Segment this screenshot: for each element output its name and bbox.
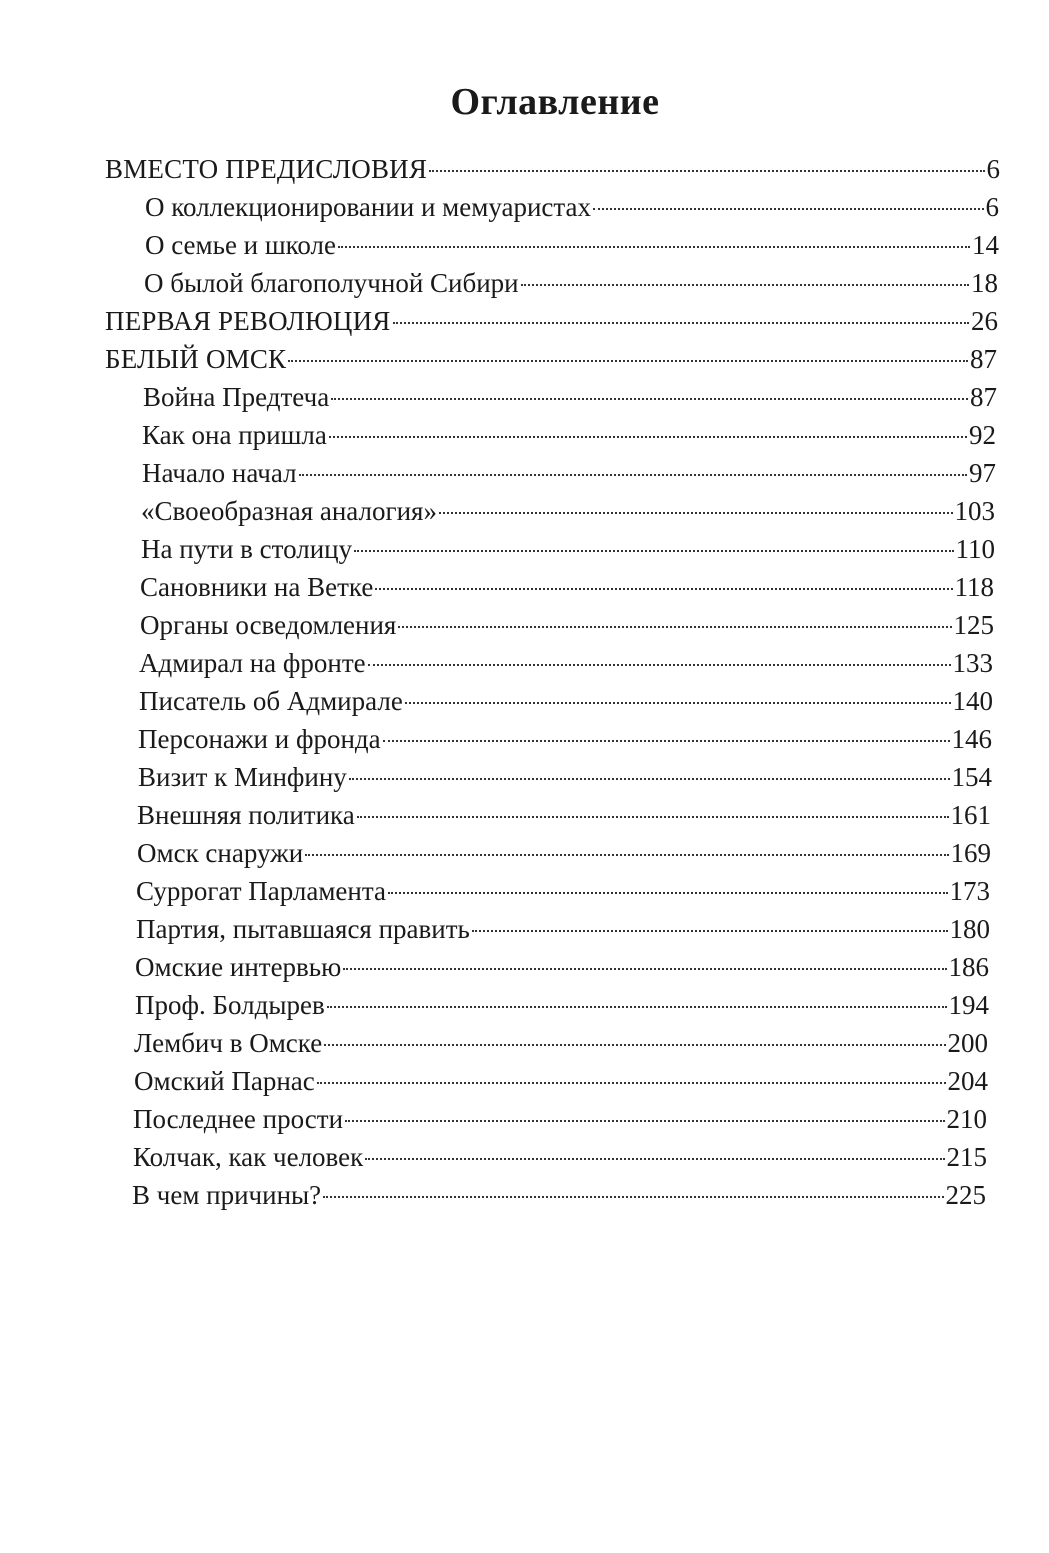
toc-entry-label: Органы осведомления <box>140 610 397 640</box>
toc-entry-label: О былой благополучной Сибири <box>144 268 519 298</box>
toc-entry-label: Партия, пытавшаяся править <box>136 914 470 944</box>
toc-entry-page-number: 97 <box>969 458 996 488</box>
toc-entry <box>137 836 991 870</box>
toc-entry-label: О коллекционировании и мемуаристах <box>145 192 591 222</box>
dot-leader <box>357 816 949 818</box>
toc-entry-page-number: 215 <box>946 1142 987 1172</box>
toc-entry-page-number: 6 <box>985 192 999 222</box>
toc-entry <box>105 304 998 338</box>
toc-entry <box>144 266 998 300</box>
dot-leader <box>375 588 952 590</box>
toc-entry-label: Адмирал на фронте <box>139 648 366 678</box>
toc-entry <box>139 684 993 718</box>
toc-entry-label: Внешняя политика <box>137 800 355 830</box>
toc-entry-page-number: 87 <box>970 382 997 412</box>
toc-entry-page-number: 125 <box>953 610 994 640</box>
toc-entry <box>142 418 996 452</box>
toc-entry-page-number: 173 <box>949 876 990 906</box>
page-title: Оглавление <box>450 81 660 123</box>
toc-entry-page-number: 87 <box>970 344 997 374</box>
toc-entry-label: Сановники на Ветке <box>140 572 374 602</box>
dot-leader <box>521 284 969 286</box>
toc-entry-page-number: 140 <box>952 686 993 716</box>
toc-entry-page-number: 92 <box>969 420 996 450</box>
dot-leader <box>405 702 951 704</box>
toc-entry-page-number: 154 <box>951 762 992 792</box>
toc-entry-label: «Своеобразная аналогия» <box>141 496 437 526</box>
toc-entry-page-number: 180 <box>949 914 990 944</box>
toc-entry-label: Суррогат Парламента <box>136 876 386 906</box>
dot-leader <box>349 778 950 780</box>
toc-entry-label: Омские интервью <box>135 952 342 982</box>
toc-entry <box>142 456 996 490</box>
toc-entry-page-number: 26 <box>971 306 998 336</box>
dot-leader <box>317 1082 946 1084</box>
dot-leader <box>398 626 951 628</box>
dot-leader <box>439 512 953 514</box>
dot-leader <box>345 1120 944 1122</box>
toc-entry-label: На пути в столицу <box>141 534 353 564</box>
dot-leader <box>299 474 967 476</box>
toc-entry-page-number: 18 <box>971 268 998 298</box>
toc-entry <box>105 342 997 376</box>
toc-entry-page-number: 225 <box>945 1180 986 1210</box>
toc-entry-page-number: 200 <box>947 1028 988 1058</box>
toc-entry <box>136 874 990 908</box>
dot-leader <box>338 246 970 248</box>
toc-entry <box>135 950 989 984</box>
toc-entry-page-number: 210 <box>946 1104 987 1134</box>
dot-leader <box>472 930 948 932</box>
toc-entry <box>135 988 989 1022</box>
toc-entry-label: Колчак, как человек <box>133 1142 364 1172</box>
dot-leader <box>329 436 967 438</box>
dot-leader <box>354 550 953 552</box>
toc-entry-label: Омский Парнас <box>134 1066 315 1096</box>
toc-entry-label: Начало начал <box>142 458 297 488</box>
dot-leader <box>388 892 948 894</box>
dot-leader <box>365 1158 944 1160</box>
toc-entry <box>134 1026 988 1060</box>
toc-entry-label: Последнее прости <box>133 1104 344 1134</box>
toc-entry <box>136 912 990 946</box>
toc-entry-page-number: 194 <box>948 990 989 1020</box>
toc-entry-page-number: 133 <box>952 648 993 678</box>
dot-leader <box>323 1196 943 1198</box>
toc-entry-label: ВМЕСТО ПРЕДИСЛОВИЯ <box>105 154 428 184</box>
toc-entry <box>140 570 994 604</box>
dot-leader <box>429 170 984 172</box>
dot-leader <box>324 1044 945 1046</box>
dot-leader <box>343 968 946 970</box>
dot-leader <box>288 360 968 362</box>
toc-entry-label: В чем причины? <box>132 1180 322 1210</box>
toc-entry <box>141 494 995 528</box>
toc-entry-page-number: 14 <box>972 230 999 260</box>
toc-entry-label: Лембич в Омске <box>134 1028 323 1058</box>
toc-entry <box>133 1140 987 1174</box>
dot-leader <box>368 664 951 666</box>
dot-leader <box>327 1006 947 1008</box>
toc-entry <box>139 646 993 680</box>
toc-entry-page-number: 161 <box>950 800 991 830</box>
toc-entry <box>141 532 995 566</box>
dot-leader <box>383 740 950 742</box>
toc-entry-label: ПЕРВАЯ РЕВОЛЮЦИЯ <box>105 306 391 336</box>
toc-entry <box>134 1064 988 1098</box>
toc-entry <box>138 722 992 756</box>
toc-entry-label: Персонажи и фронда <box>138 724 381 754</box>
toc-entry-label: О семье и школе <box>145 230 337 260</box>
toc-entry-label: Война Предтеча <box>143 382 330 412</box>
toc-entry-page-number: 103 <box>954 496 995 526</box>
dot-leader <box>331 398 968 400</box>
toc-entry <box>143 380 997 414</box>
toc-entry-label: Как она пришла <box>142 420 327 450</box>
toc-entry <box>133 1102 987 1136</box>
toc-entry-label: Писатель об Адмирале <box>139 686 403 716</box>
toc-entry-page-number: 110 <box>955 534 995 564</box>
dot-leader <box>305 854 948 856</box>
toc-entry <box>132 1178 986 1212</box>
toc-entry-label: БЕЛЫЙ ОМСК <box>105 344 287 374</box>
toc-entry <box>140 608 994 642</box>
toc-entry-label: Проф. Болдырев <box>135 990 325 1020</box>
toc-entry <box>145 228 999 262</box>
toc-entry <box>105 152 1000 186</box>
toc-entry <box>145 190 999 224</box>
toc-entry-page-number: 6 <box>986 154 1000 184</box>
toc-entry-page-number: 204 <box>947 1066 988 1096</box>
toc-entry <box>138 760 992 794</box>
dot-leader <box>393 322 969 324</box>
dot-leader <box>593 208 984 210</box>
toc-entry-page-number: 186 <box>948 952 989 982</box>
toc-entry-page-number: 146 <box>951 724 992 754</box>
toc-entry-label: Визит к Минфину <box>138 762 347 792</box>
toc-entry-page-number: 118 <box>954 572 994 602</box>
toc-entry <box>137 798 991 832</box>
toc-entry-page-number: 169 <box>950 838 991 868</box>
toc-entry-label: Омск снаружи <box>137 838 304 868</box>
